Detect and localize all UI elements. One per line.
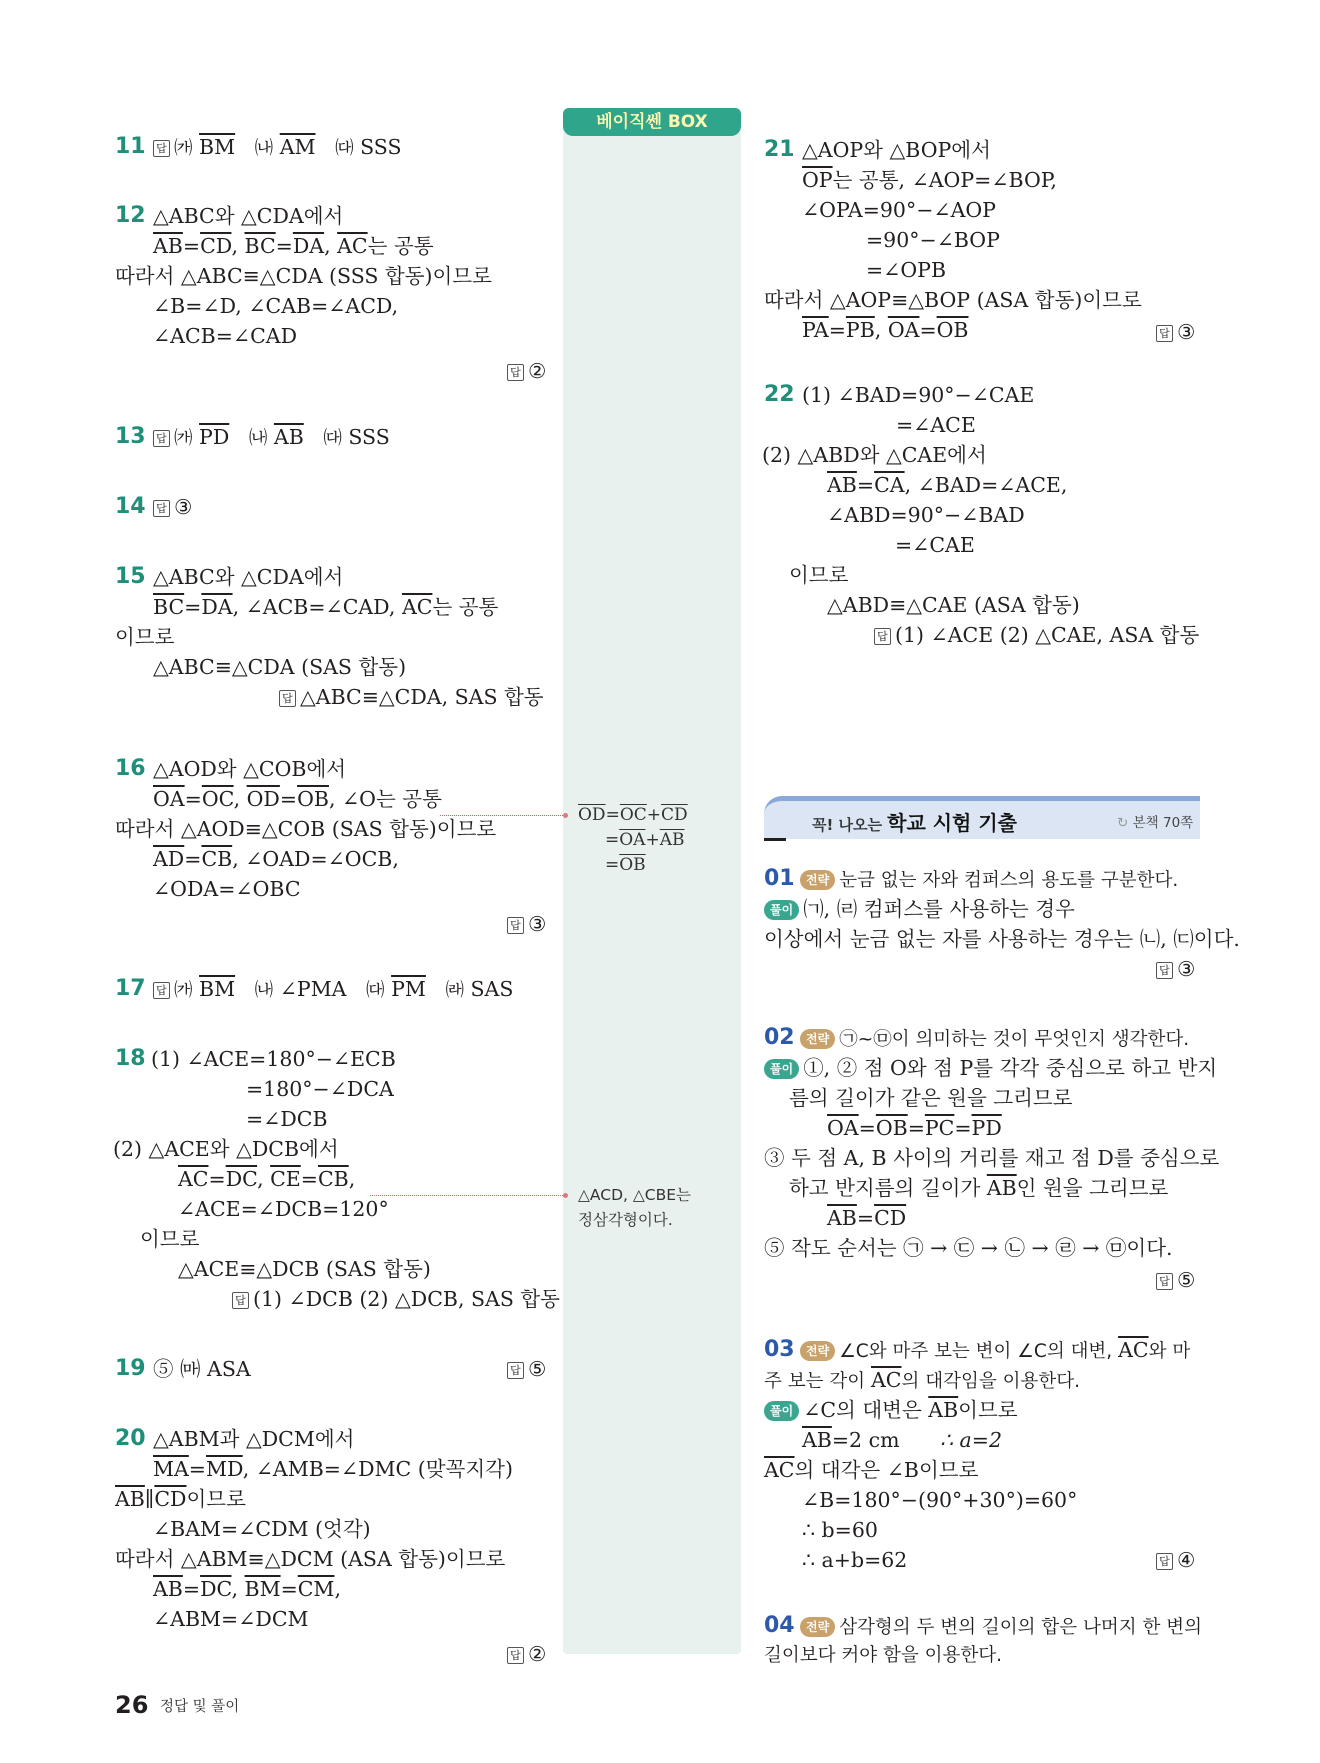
solution-tag: 풀이: [764, 1059, 799, 1079]
problem-22-line-3: (2) △ABD와 △CAE에서: [762, 443, 987, 467]
strategy-tag: 전략: [800, 870, 835, 890]
problem-18-line-6: ∠ACE=∠DCB=120°: [178, 1197, 389, 1221]
question-01-line-2: 이상에서 눈금 없는 자를 사용하는 경우는 ㈁, ㈂이다.: [764, 927, 1240, 951]
problem-20-line-5: 따라서 △ABM≡△DCM (ASA 합동)이므로: [115, 1547, 506, 1571]
question-02-line-3: $\overline{OA}=\overline{OB}=\overline{PC}=\overline{PD}$: [827, 1116, 1002, 1140]
problem-22-number: 22: [764, 382, 795, 407]
question-01-answer: 답 ③: [1156, 955, 1195, 983]
answer-mark-icon: 답: [232, 1292, 249, 1309]
problem-20-line-4: ∠BAM=∠CDM (엇각): [153, 1517, 371, 1541]
basic-box-header: [563, 108, 741, 136]
problem-15-line-2: $\overline{BC}=\overline{DA}$, ∠ACB=∠CAD, $\overline{AC}$는 공통: [153, 595, 499, 619]
problem-16-line-3: 따라서 △AOD≡△COB (SAS 합동)이므로: [115, 817, 497, 841]
question-01-strategy: 전략 눈금 없는 자와 컴퍼스의 용도를 구분한다.: [800, 865, 1178, 895]
question-03-number: 03: [764, 1337, 795, 1362]
problem-18-line-7: 이므로: [140, 1227, 200, 1251]
problem-18-line-3: =∠DCB: [246, 1107, 328, 1131]
box-note-od-line2: $=\overline{OA}+\overline{AB}$: [605, 830, 685, 850]
question-03-line-5: $\overline{AC}$의 대각은 ∠B이므로: [764, 1458, 979, 1482]
problem-21-answer: 답 ③: [1156, 318, 1195, 346]
problem-21-line-2: $\overline{OP}$는 공통, ∠AOP=∠BOP,: [802, 168, 1057, 192]
basic-box-panel: [563, 108, 741, 1654]
problem-16-number: 16: [115, 756, 146, 781]
question-02-line-4: ③ 두 점 A, B 사이의 거리를 재고 점 D를 중심으로: [764, 1146, 1220, 1170]
problem-20-answer: 답 ②: [507, 1640, 546, 1668]
problem-22-line-7: 이므로: [789, 563, 849, 587]
answer-mark-icon: 답: [153, 982, 170, 999]
problem-15-line-1: △ABC와 △CDA에서: [153, 565, 344, 589]
question-02-solution: 풀이 ①, ② 점 O와 점 P를 각각 중심으로 하고 반지: [764, 1054, 1217, 1082]
problem-20-line-1: △ABM과 △DCM에서: [153, 1427, 355, 1451]
problem-16-line-2: $\overline{OA}=\overline{OC}$, $\overline{OD}=\overline{OB}$, ∠O는 공통: [153, 787, 442, 811]
answer-mark-icon: 답: [1156, 1553, 1173, 1570]
problem-22-line-2: =∠ACE: [896, 413, 976, 437]
strategy-tag: 전략: [800, 1341, 835, 1361]
problem-12-line-4: ∠B=∠D, ∠CAB=∠ACD,: [153, 294, 399, 318]
note-connector-18: [370, 1195, 565, 1196]
page-number: 26: [115, 1691, 149, 1719]
question-02-answer: 답 ⑤: [1156, 1266, 1195, 1294]
refresh-icon: ↻: [1117, 815, 1129, 831]
problem-20-line-7: ∠ABM=∠DCM: [153, 1607, 309, 1631]
solution-tag: 풀이: [764, 900, 799, 920]
note-dot-18: [563, 1193, 568, 1198]
problem-22-answer: 답 (1) ∠ACE (2) △CAE, ASA 합동: [874, 621, 1199, 649]
problem-21-line-6: 따라서 △AOP≡△BOP (ASA 합동)이므로: [764, 288, 1142, 312]
box-note-equilateral-line2: 정삼각형이다.: [578, 1211, 673, 1229]
question-04-number: 04: [764, 1613, 795, 1638]
question-03-line-7: ∴ b=60: [802, 1518, 878, 1542]
problem-22-line-4: $\overline{AB}=\overline{CA}$, ∠BAD=∠ACE,: [827, 473, 1068, 497]
problem-21-number: 21: [764, 137, 795, 162]
problem-17-answer: 답 ㈎ $\overline{BM}$ ㈏ ∠PMA ㈐ $\overline{PM}$ ㈑ SAS: [153, 975, 513, 1005]
problem-21-line-4: =90°−∠BOP: [866, 228, 1000, 252]
problem-18-line-4: (2) △ACE와 △DCB에서: [113, 1137, 339, 1161]
problem-16-line-1: △AOD와 △COB에서: [153, 757, 347, 781]
section-header-underline: [764, 838, 786, 841]
answer-mark-icon: 답: [507, 364, 524, 381]
problem-12-line-5: ∠ACB=∠CAD: [153, 324, 298, 348]
question-03-line-8: ∴ a+b=62: [802, 1548, 908, 1572]
problem-14-answer: 답 ③: [153, 493, 192, 521]
section-title-main: 학교 시험 기출: [887, 811, 1017, 835]
problem-14-number: 14: [115, 494, 146, 519]
strategy-tag: 전략: [800, 1029, 835, 1049]
question-03-solution: 풀이 ∠C의 대변은 $\overline{AB}$이므로: [764, 1396, 1018, 1424]
problem-22-line-8: △ABD≡△CAE (ASA 합동): [827, 593, 1080, 617]
question-03-strategy: 전략 ∠C와 마주 보는 변이 ∠C의 대변, $\overline{AC}$와 마: [800, 1336, 1190, 1366]
problem-18-answer: 답 (1) ∠DCB (2) △DCB, SAS 합동: [232, 1285, 560, 1313]
problem-12-number: 12: [115, 203, 146, 228]
problem-15-number: 15: [115, 564, 146, 589]
question-02-line-6: $\overline{AB}=\overline{CD}$: [827, 1206, 907, 1230]
problem-16-answer: 답 ③: [507, 910, 546, 938]
answer-mark-icon: 답: [1156, 962, 1173, 979]
problem-20-line-6: $\overline{AB}=\overline{DC}$, $\overline{BM}=\overline{CM}$,: [153, 1577, 341, 1601]
question-01-solution: 풀이 ㈀, ㈃ 컴퍼스를 사용하는 경우: [764, 895, 1075, 923]
problem-11-answer: 답 ㈎ $\overline{BM}$ ㈏ $\overline{AM}$ ㈐ SSS: [153, 133, 402, 163]
question-02-line-5: 하고 반지름의 길이가 $\overline{AB}$인 원을 그리므로: [789, 1176, 1169, 1200]
question-02-line-2: 름의 길이가 같은 원을 그리므로: [789, 1086, 1073, 1110]
problem-11-number: 11: [115, 134, 146, 159]
problem-18-line-1: (1) ∠ACE=180°−∠ECB: [151, 1047, 396, 1071]
problem-22-line-6: =∠CAE: [895, 533, 975, 557]
problem-15-line-3: 이므로: [115, 625, 175, 649]
problem-22-line-5: ∠ABD=90°−∠BAD: [827, 503, 1025, 527]
problem-20-line-2: $\overline{MA}=\overline{MD}$, ∠AMB=∠DMC (맞꼭지각): [153, 1457, 513, 1481]
question-02-strategy: 전략 ㉠~㉤이 의미하는 것이 무엇인지 생각한다.: [800, 1024, 1189, 1054]
problem-20-line-3: $\overline{AB}\parallel\overline{CD}$이므로: [115, 1487, 246, 1511]
problem-17-number: 17: [115, 976, 146, 1001]
answer-mark-icon: 답: [279, 690, 296, 707]
solution-tag: 풀이: [764, 1401, 799, 1421]
question-03-line-4a: $\overline{AB}=2$ cm: [802, 1428, 900, 1452]
problem-12-line-1: △ABC와 △CDA에서: [153, 204, 344, 228]
problem-16-line-5: ∠ODA=∠OBC: [153, 877, 301, 901]
section-title: [812, 810, 1017, 838]
problem-22-line-1: (1) ∠BAD=90°−∠CAE: [802, 383, 1035, 407]
problem-18-number: 18: [115, 1046, 146, 1071]
note-dot-16: [563, 813, 568, 818]
question-02-number: 02: [764, 1025, 795, 1050]
problem-15-answer: 답 △ABC≡△CDA, SAS 합동: [279, 683, 544, 711]
problem-19-number: 19: [115, 1356, 146, 1381]
question-03-line-4b: ∴ a=2: [940, 1428, 1003, 1452]
question-03-answer: 답 ④: [1156, 1546, 1195, 1574]
problem-18-line-2: =180°−∠DCA: [246, 1077, 394, 1101]
answer-mark-icon: 답: [153, 430, 170, 447]
note-connector-16: [440, 815, 565, 816]
problem-15-line-4: △ABC≡△CDA (SAS 합동): [153, 655, 407, 679]
question-01-number: 01: [764, 866, 795, 891]
question-04-line-2: 길이보다 커야 함을 이용한다.: [764, 1645, 1002, 1666]
section-reference: ↻ 본책 70쪽: [1117, 815, 1194, 831]
problem-16-line-4: $\overline{AD}=\overline{CB}$, ∠OAD=∠OCB,: [153, 847, 399, 871]
question-02-line-7: ⑤ 작도 순서는 ㉠ → ㉢ → ㉡ → ㉣ → ㉤이다.: [764, 1236, 1173, 1260]
problem-12-line-3: 따라서 △ABC≡△CDA (SSS 합동)이므로: [115, 264, 492, 288]
strategy-tag: 전략: [800, 1617, 835, 1637]
problem-12-line-2: $\overline{AB}=\overline{CD}$, $\overline{BC}=\overline{DA}$, $\overline{AC}$는 공통: [153, 234, 434, 258]
box-header-label: 베이직쎈 BOX: [596, 112, 708, 132]
problem-21-line-7: $\overline{PA}=\overline{PB}$, $\overline{OA}=\overline{OB}$: [802, 318, 969, 342]
problem-13-answer: 답 ㈎ $\overline{PD}$ ㈏ $\overline{AB}$ ㈐ SSS: [153, 423, 390, 453]
problem-19-line-1: ⑤ ㈒ ASA: [153, 1357, 251, 1381]
answer-mark-icon: 답: [153, 500, 170, 517]
question-03-line-2: 주 보는 각이 $\overline{AC}$의 대각임을 이용한다.: [764, 1368, 1080, 1392]
section-title-prefix: 꼭! 나오는: [812, 816, 883, 834]
box-note-equilateral-line1: △ACD, △CBE는: [578, 1186, 692, 1204]
problem-20-number: 20: [115, 1426, 146, 1451]
footer-label: 정답 및 풀이: [160, 1699, 240, 1715]
question-03-line-6: ∠B=180°−(90°+30°)=60°: [802, 1488, 1078, 1512]
question-04-strategy: 전략 삼각형의 두 변의 길이의 합은 나머지 한 변의: [800, 1612, 1202, 1642]
problem-12-answer: 답 ②: [507, 357, 546, 385]
problem-21-line-3: ∠OPA=90°−∠AOP: [802, 198, 996, 222]
box-note-od-line3: $=\overline{OB}$: [605, 855, 646, 875]
problem-21-line-5: =∠OPB: [866, 258, 947, 282]
problem-18-line-8: △ACE≡△DCB (SAS 합동): [178, 1257, 431, 1281]
answer-mark-icon: 답: [1156, 1273, 1173, 1290]
answer-mark-icon: 답: [1156, 325, 1173, 342]
problem-18-line-5: $\overline{AC}=\overline{DC}$, $\overline{CE}=\overline{CB}$,: [178, 1167, 356, 1191]
answer-mark-icon: 답: [153, 140, 170, 157]
answer-mark-icon: 답: [507, 917, 524, 934]
answer-mark-icon: 답: [507, 1647, 524, 1664]
problem-13-number: 13: [115, 424, 146, 449]
answer-mark-icon: 답: [874, 628, 891, 645]
answer-mark-icon: 답: [507, 1362, 524, 1379]
problem-21-line-1: △AOP와 △BOP에서: [802, 138, 991, 162]
problem-19-answer: 답 ⑤: [507, 1355, 546, 1383]
box-note-od-line1: $\overline{OD}=\overline{OC}+\overline{CD}$: [578, 805, 688, 825]
